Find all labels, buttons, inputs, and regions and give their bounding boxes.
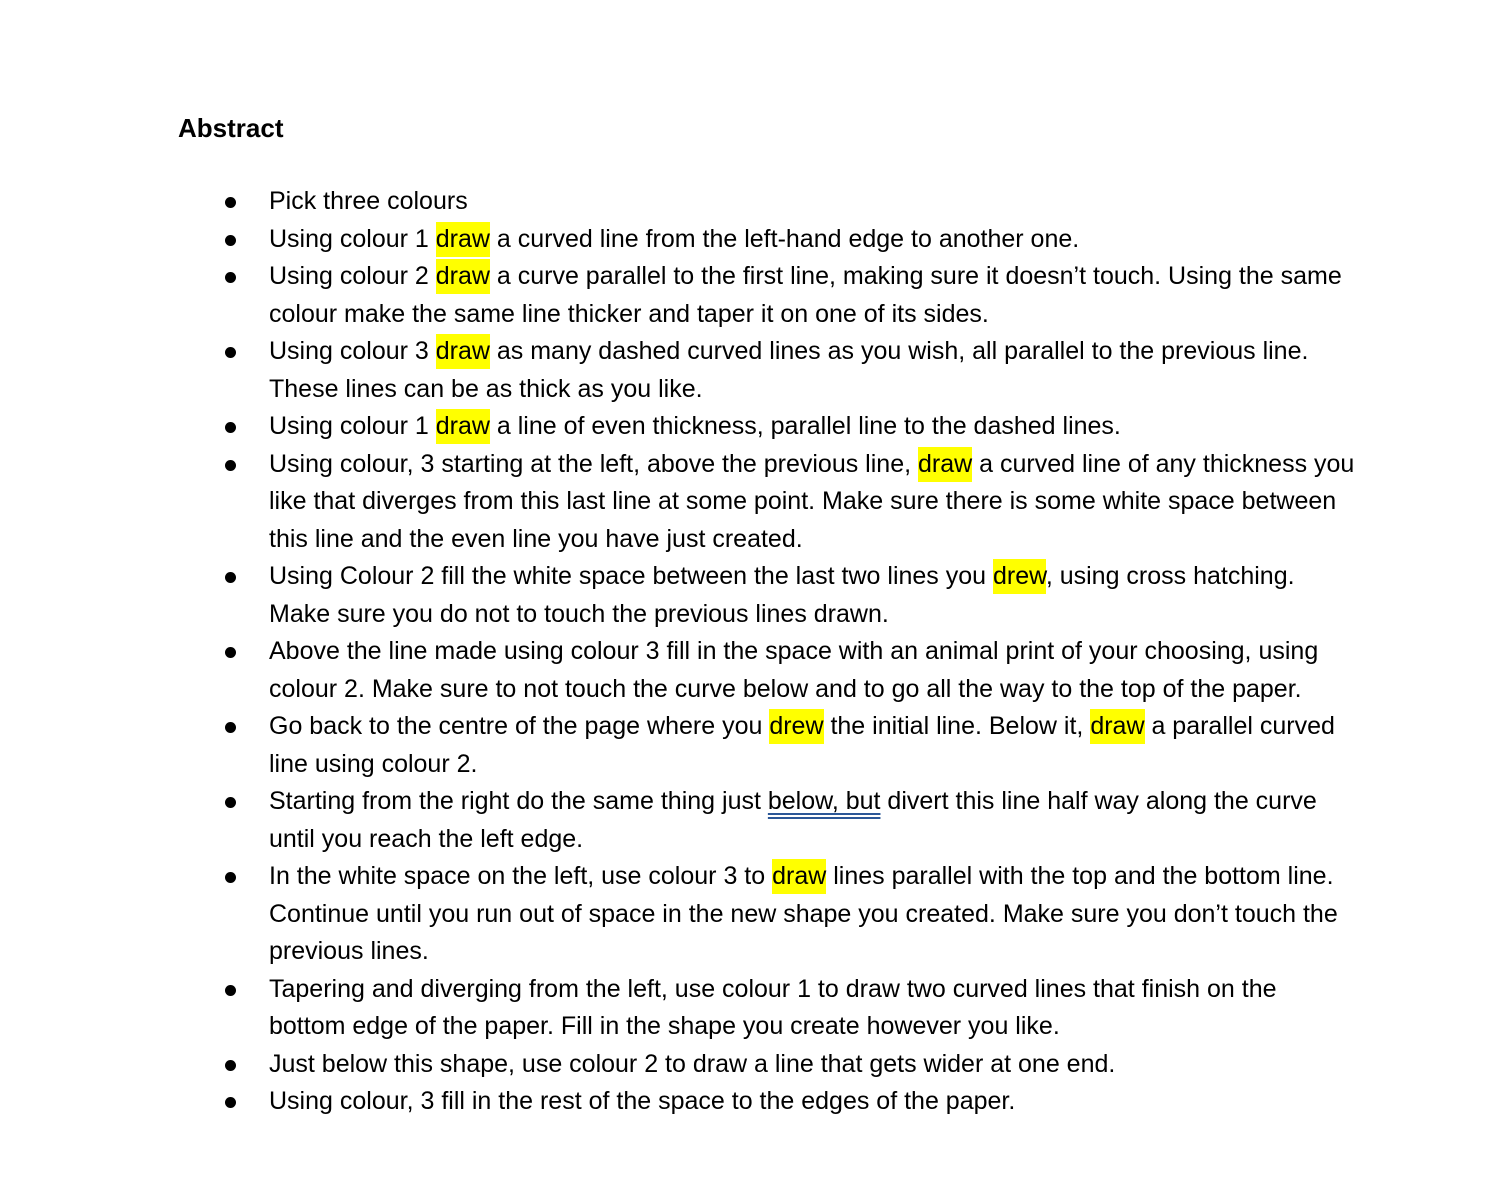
grammar-underlined-text: below, but: [767, 787, 881, 815]
list-item-text: a line of even thickness, parallel line to the dashed lines.: [489, 412, 1121, 440]
list-item-text: a curved line from the left-hand edge to another one.: [489, 224, 1080, 253]
bullet-icon: [225, 647, 236, 658]
bullet-icon: [225, 347, 236, 358]
bullet-icon: [225, 235, 236, 246]
highlighted-text: draw: [1090, 709, 1144, 744]
bullet-icon: [225, 872, 236, 883]
bullet-icon: [225, 1060, 236, 1071]
bullet-icon: [225, 1097, 236, 1108]
list-item: [178, 971, 1358, 1046]
list-item-text: lines parallel with the top and the bottom line. Continue until you run out of space in the new shape you created. Make sure you don’t touch the previous lines.: [269, 862, 1338, 965]
list-item: [178, 221, 1358, 259]
list-item: [178, 1083, 1358, 1121]
list-item: [178, 708, 1358, 783]
bullet-icon: [225, 985, 236, 996]
list-item-text: Go back to the centre of the page where you: [269, 712, 770, 740]
list-item-text: Using colour, 3 starting at the left, above the previous line,: [269, 449, 918, 478]
list-item-text: Using colour 1: [269, 412, 436, 440]
list-item-text: Starting from the right do the same thing just: [269, 787, 768, 815]
highlighted-text: drew: [993, 559, 1046, 594]
list-item: [178, 446, 1358, 559]
instruction-list: [178, 183, 1358, 1121]
list-item: [178, 258, 1358, 333]
bullet-icon: [225, 422, 236, 433]
list-item-text: a curved line of any thickness you like that diverges from this last line at some point. Make sure there is some white space between this line and the even line you have just created.: [269, 449, 1355, 553]
highlighted-text: draw: [436, 409, 490, 444]
list-item-text: divert this line half way along the curve until you reach the left edge.: [269, 787, 1317, 853]
highlighted-text: draw: [436, 222, 490, 257]
list-item: [178, 183, 1358, 221]
list-item-text: a parallel curved line using colour 2.: [269, 712, 1335, 778]
list-item-text: , using cross hatching. Make sure you do not to touch the previous lines drawn.: [269, 562, 1295, 628]
list-item: [178, 858, 1358, 971]
list-item: [178, 408, 1358, 446]
list-item-text: the initial line. Below it,: [823, 712, 1091, 740]
bullet-icon: [225, 272, 236, 283]
bullet-icon: [225, 197, 236, 208]
list-item-text: as many dashed curved lines as you wish, all parallel to the previous line. These lines can be as thick as you like.: [269, 337, 1309, 403]
list-item-text: a curve parallel to the first line, making sure it doesn’t touch. Using the same colour make the same line thicker and taper it on one of its sides.: [269, 262, 1342, 328]
list-item-text: Using colour 1: [269, 224, 436, 253]
list-item-text: Using Colour 2 fill the white space between the last two lines you: [269, 562, 993, 590]
heading-abstract: Abstract: [178, 113, 284, 143]
highlighted-text: draw: [436, 259, 490, 294]
highlighted-text: draw: [918, 447, 972, 482]
list-item: [178, 1046, 1358, 1084]
bullet-icon: [225, 722, 236, 733]
bullet-icon: [225, 572, 236, 583]
list-item-text: Using colour 2: [269, 262, 436, 290]
bullet-icon: [225, 460, 236, 471]
list-item-text: In the white space on the left, use colour 3 to: [269, 862, 773, 890]
list-item-text: Above the line made using colour 3 fill in the space with an animal print of your choosing, using colour 2. Make sure to not touch the curve below and to go all the way to the top of the paper.: [269, 637, 1319, 703]
list-item: [178, 633, 1358, 708]
list-item-text: Pick three colours: [269, 187, 468, 215]
highlighted-text: draw: [772, 859, 826, 894]
list-item-text: Using colour, 3 fill in the rest of the space to the edges of the paper.: [269, 1087, 1016, 1115]
highlighted-text: draw: [436, 334, 490, 369]
list-item: [178, 558, 1358, 633]
list-item-text: Using colour 3: [269, 337, 436, 365]
list-item-text: Just below this shape, use colour 2 to draw a line that gets wider at one end.: [269, 1049, 1116, 1078]
bullet-icon: [225, 797, 236, 808]
list-item-text: Tapering and diverging from the left, use colour 1 to draw two curved lines that finish on the bottom edge of the paper. Fill in the shape you create however you like.: [269, 974, 1277, 1040]
list-item: [178, 333, 1358, 408]
highlighted-text: drew: [769, 709, 823, 744]
list-item: [178, 783, 1358, 858]
